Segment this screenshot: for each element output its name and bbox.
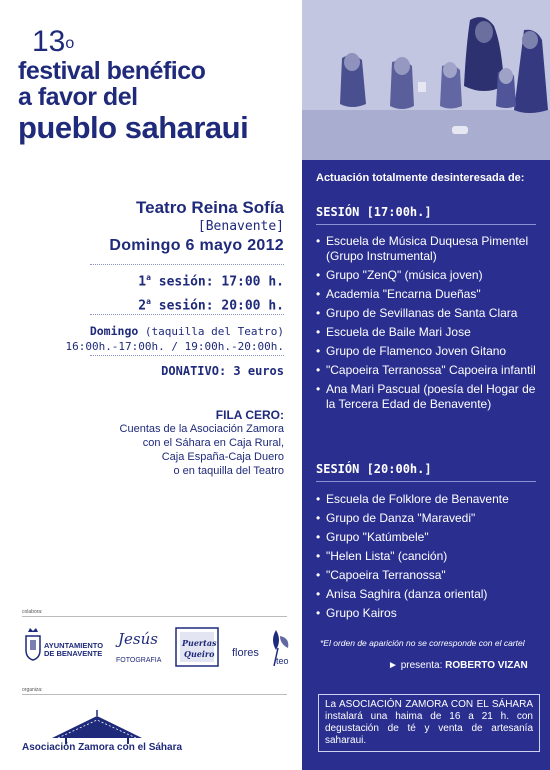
flores-teo-logo [230, 622, 294, 670]
colabora-label: colabora: [22, 609, 43, 615]
box-office-hours: Domingo (taquilla del Teatro) 16:00h.-17:00h. / 19:00h.-20:00h. [65, 324, 284, 353]
right-column [302, 0, 550, 770]
session-times [138, 268, 284, 317]
list-item: • "Capoeira Terranossa" Capoeira infantil [316, 363, 540, 378]
list-item: • Escuela de Música Duquesa Pimentel (Grupo Instrumental) [316, 234, 540, 264]
ayuntamiento-benavente-logo [22, 622, 114, 670]
theatre-name: Teatro Reina Sofía [136, 198, 284, 217]
svg-text:Jesús: Jesús [118, 630, 158, 648]
list-item: • Grupo de Danza "Maravedi" [316, 511, 540, 526]
list-item: • Ana Mari Pascual (poesía del Hogar de la Tercera Edad de Benavente) [316, 382, 540, 412]
list-item: • Grupo de Flamenco Joven Gitano [316, 344, 540, 359]
donation-price: DONATIVO: 3 euros [161, 364, 284, 378]
order-note: *El orden de aparición no se corresponde con el cartel [320, 638, 525, 648]
session-2-list [316, 492, 540, 625]
list-item: • Grupo "Katúmbele" [316, 530, 540, 545]
jesus-fotografia-logo [114, 622, 166, 670]
title-line-3: pueblo saharaui [18, 110, 249, 145]
svg-text:AYUNTAMIENTO: AYUNTAMIENTO [44, 641, 104, 650]
svg-text:Queiro: Queiro [184, 649, 215, 659]
list-item: • "Helen Lista" (canción) [316, 549, 540, 564]
list-item: • Grupo Kairos [316, 606, 540, 621]
divider [90, 355, 284, 356]
list-item: • "Capoeira Terranossa" [316, 568, 540, 583]
list-item: • Escuela de Baile Mari Jose [316, 325, 540, 340]
play-arrow-icon: ► [388, 660, 398, 671]
list-item: • Grupo de Sevillanas de Santa Clara [316, 306, 540, 321]
divider [316, 481, 536, 482]
session-1-list [316, 234, 540, 416]
svg-text:flores: flores [232, 647, 259, 659]
presenter-name: ROBERTO VIZAN [445, 660, 528, 671]
presenter-line: ► presenta: ROBERTO VIZAN [388, 660, 528, 671]
fila-cero: FILA CERO: Cuentas de la Asociación Zamora con el Sáhara en Caja Rural, Caja España-Caja Duero o en taquilla del Teatro [119, 408, 284, 477]
divider [22, 616, 287, 617]
svg-text:FOTOGRAFIA: FOTOGRAFIA [116, 657, 162, 664]
list-item: • Grupo "ZenQ" (música joven) [316, 268, 540, 283]
saharawi-family-photo [302, 0, 550, 160]
divider [90, 314, 284, 315]
edition-ordinal: o [65, 35, 75, 52]
list-item: • Escuela de Folklore de Benavente [316, 492, 540, 507]
session-1-time: 1$^a$ sesión: 17:00 h. [138, 273, 284, 290]
performers-heading: Actuación totalmente desinteresada de: [316, 172, 525, 184]
edition-number: 13 [32, 25, 66, 58]
title-line-1: festival benéfico [18, 57, 206, 85]
list-item: • Anisa Saghira (danza oriental) [316, 587, 540, 602]
divider [22, 694, 287, 695]
organiza-label: organiza: [22, 687, 43, 693]
puertas-queiro-logo [172, 622, 222, 670]
list-item: • Academia "Encarna Dueñas" [316, 287, 540, 302]
sponsor-logos [22, 622, 294, 670]
haima-notice: La ASOCIACIÓN ZAMORA CON EL SÁHARA instalará una haima de 16 a 21 h. con degustación de té y venta de artesanía saharaui. [318, 694, 540, 752]
divider [90, 264, 284, 265]
organizer-name: Asociación Zamora con el Sáhara [22, 742, 183, 753]
divider [316, 224, 536, 225]
venue-block [4, 198, 284, 256]
title-line-2: a favor del [18, 83, 138, 111]
session-1-title: SESIÓN [17:00h.] [316, 205, 432, 219]
session-2-time: 2$^a$ sesión: 20:00 h. [138, 297, 284, 314]
svg-text:DE BENAVENTE: DE BENAVENTE [44, 649, 103, 658]
svg-text:Puertas: Puertas [182, 638, 217, 648]
venue-city: [Benavente] [197, 219, 284, 234]
event-date: Domingo 6 mayo 2012 [109, 237, 284, 254]
session-2-title: SESIÓN [20:00h.] [316, 462, 432, 476]
svg-text:teo: teo [276, 656, 289, 666]
festival-title [18, 26, 288, 145]
